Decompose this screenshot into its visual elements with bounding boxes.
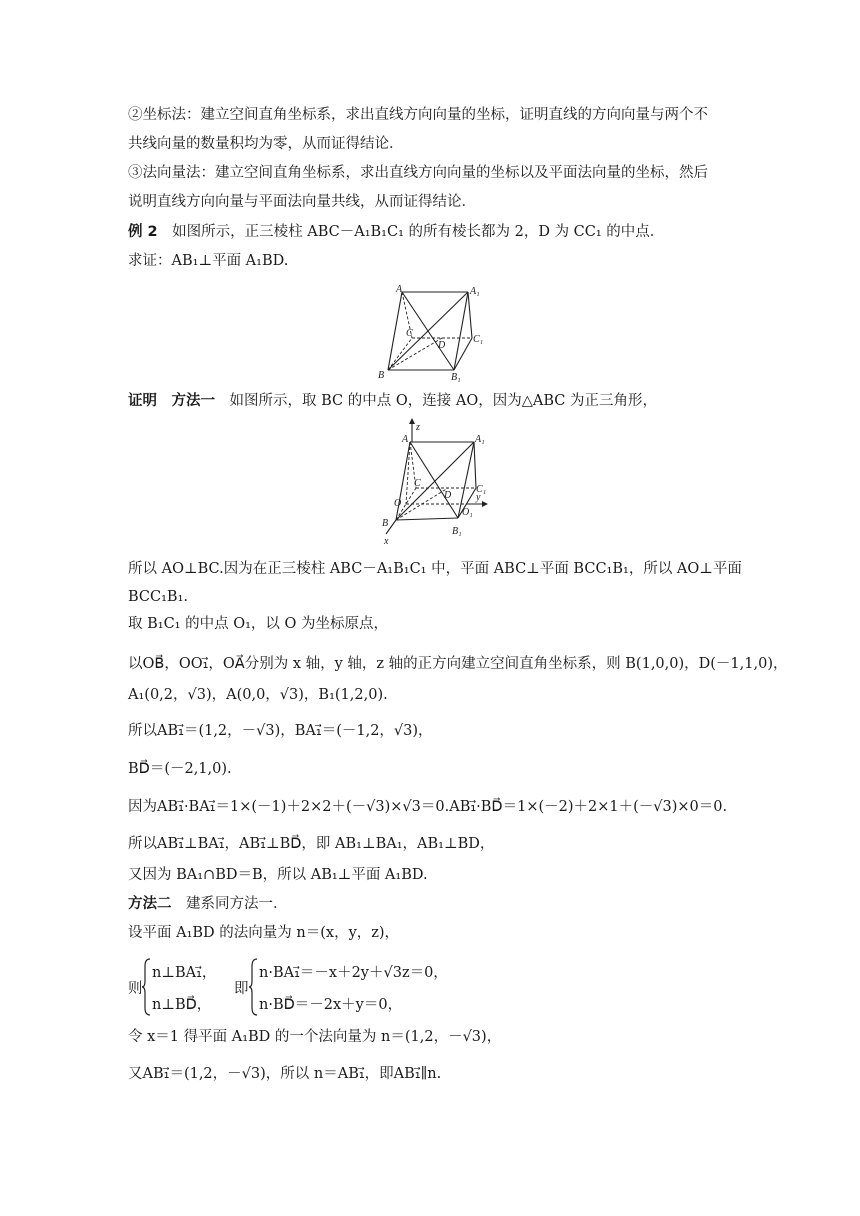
method2-label: 方法二	[128, 896, 172, 912]
example-heading	[128, 221, 742, 243]
proof-heading	[128, 390, 742, 412]
text-line: 说明直线方向向量与平面法向量共线，从而证得结论．	[128, 194, 476, 210]
axis-label-y: y	[476, 492, 481, 503]
label-B: B	[378, 370, 385, 381]
text-line: 共线向量的数量积均为零，从而证得结论．	[128, 136, 404, 152]
axis-label-z: z	[416, 422, 420, 433]
label-C1: C₁	[473, 334, 484, 345]
left-brace-2	[249, 958, 259, 1016]
condition-2: n⊥BD⃗，	[152, 997, 212, 1013]
label-B: B	[382, 518, 389, 529]
prism-figure-1	[372, 282, 488, 382]
text-line: 因为AB₁⃗·BA₁⃗＝1×(－1)＋2×2＋(－√3)×√3＝0.AB₁⃗·BD⃗＝1×(－2)＋2×1＋(－√3)×0＝0.	[128, 799, 728, 815]
example-statement: 如图所示，正三棱柱 ABC－A₁B₁C₁ 的所有棱长都为 2，D 为 CC₁ 的中点．	[172, 224, 665, 240]
method2-heading	[128, 893, 742, 915]
text-line: 取 B₁C₁ 的中点 O₁，以 O 为坐标原点，	[128, 616, 389, 632]
condition-1: n⊥BA₁⃗，	[152, 965, 217, 981]
label-C1: C₁	[476, 484, 487, 495]
method2-text: 建系同方法一．	[186, 896, 288, 912]
text-line: 所以 AO⊥BC.因为在正三棱柱 ABC－A₁B₁C₁ 中，平面 ABC⊥平面 BCC₁B₁，所以 AO⊥平面	[128, 561, 742, 577]
text-line: 求证：AB₁⊥平面 A₁BD.	[128, 253, 289, 269]
label-D: D	[444, 490, 452, 501]
prism-diagram-2	[372, 418, 494, 546]
label-A1: A₁	[470, 286, 480, 297]
text-line: BD⃗＝(－2,1,0).	[128, 761, 232, 777]
text-line: 又AB₁⃗＝(1,2，－√3)，所以 n＝AB₁⃗，即AB₁⃗∥n.	[128, 1066, 442, 1082]
label-A: A	[402, 434, 409, 445]
text-line: ③法向量法：建立空间直角坐标系，求出直线方向向量的坐标以及平面法向量的坐标，然后	[128, 165, 708, 181]
label-D: D	[438, 340, 446, 351]
text-line: 以OB⃗，OO₁⃗，OA⃗分别为 x 轴，y 轴，z 轴的正方向建立空间直角坐标系，则 B(1,0,0)，D(－1,1,0)，	[128, 656, 788, 672]
text-line: BCC₁B₁.	[128, 589, 189, 605]
axis-label-x: x	[384, 536, 389, 546]
label-A1: A₁	[475, 434, 485, 445]
equation-1: n·BA₁⃗＝－x＋2y＋√3z＝0，	[259, 965, 448, 981]
label-C: C	[406, 328, 413, 339]
prism-diagram-1	[372, 282, 488, 382]
proof-method-label: 证明 方法一	[128, 393, 215, 409]
equation-2: n·BD⃗＝－2x＋y＝0，	[259, 997, 403, 1013]
label-B1: B₁	[451, 372, 461, 382]
system-prefix: 即	[234, 981, 249, 997]
label-C: C	[414, 478, 421, 489]
proof-text: 如图所示，取 BC 的中点 O，连接 AO，因为△ABC 为正三角形，	[229, 393, 657, 409]
text-line: 令 x＝1 得平面 A₁BD 的一个法向量为 n＝(1,2，－√3)，	[128, 1029, 502, 1045]
text-line: 又因为 BA₁∩BD＝B，所以 AB₁⊥平面 A₁BD.	[128, 867, 428, 883]
label-O1: O₁	[462, 507, 473, 518]
text-line: 所以AB₁⃗⊥BA₁⃗，AB₁⃗⊥BD⃗，即 AB₁⊥BA₁，AB₁⊥BD，	[128, 836, 495, 852]
label-B1: B₁	[452, 526, 462, 537]
text-line: 设平面 A₁BD 的法向量为 n＝(x，y，z)，	[128, 925, 400, 941]
text-line: 所以AB₁⃗＝(1,2，－√3)，BA₁⃗＝(－1,2，√3)，	[128, 723, 433, 739]
example-label: 例 2	[128, 224, 158, 240]
prism-figure-2	[372, 418, 494, 546]
label-A: A	[396, 284, 403, 295]
text-line: A₁(0,2，√3)，A(0,0，√3)，B₁(1,2,0).	[128, 687, 388, 703]
label-O: O	[394, 498, 402, 509]
system-prefix: 则	[128, 981, 143, 997]
text-line: ②坐标法：建立空间直角坐标系，求出直线方向向量的坐标，证明直线的方向向量与两个不	[128, 107, 708, 123]
left-brace-1	[142, 958, 152, 1016]
